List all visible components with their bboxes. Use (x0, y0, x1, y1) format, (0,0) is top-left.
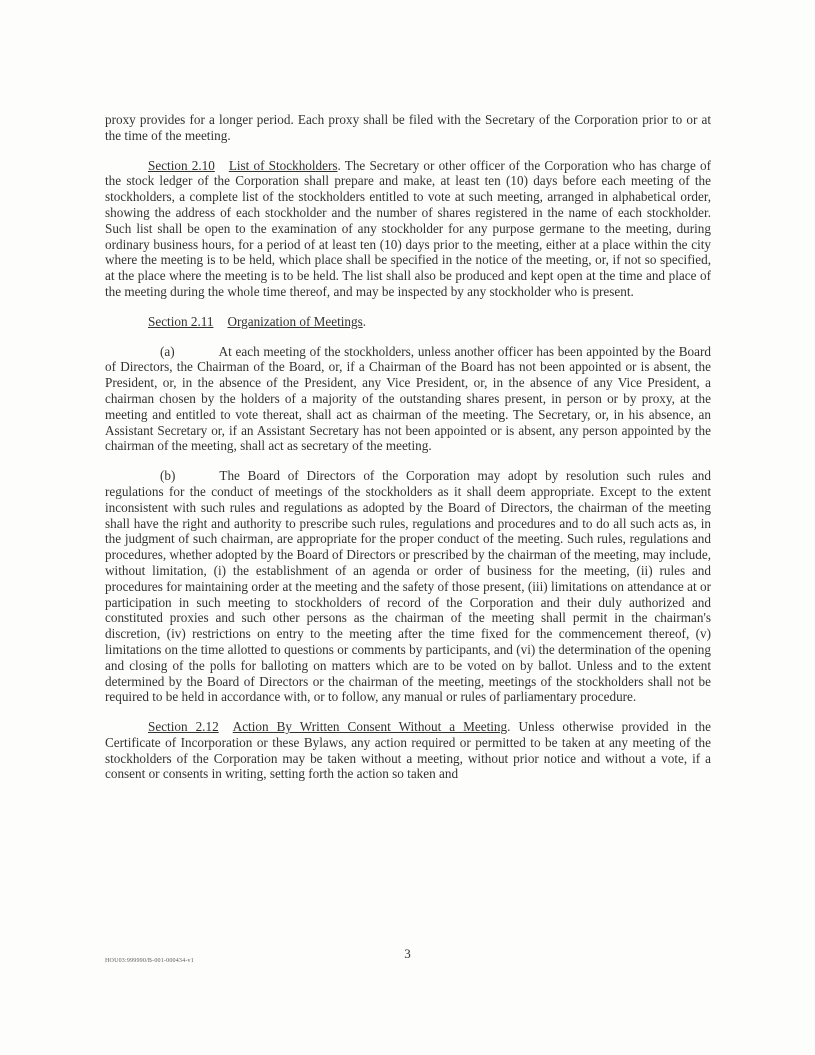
section-2-12-title: Action By Written Consent Without a Meeting (232, 719, 508, 735)
document-body (105, 112, 711, 796)
section-2-11-subsection-a (105, 344, 711, 455)
subsection-b-label: (b) (160, 468, 176, 484)
page-number: 3 (404, 946, 411, 961)
section-2-12-label: Section 2.12 (148, 719, 219, 735)
section-2-11-subsection-b (105, 468, 711, 705)
subsection-a-body: At each meeting of the stockholders, unless another officer has been appointed by the Board of Directors, the Chairman of the Board, or, if a Chairman of the Board has not been appointed or is absent, the President, or, in the absence of the President, any Vice President, or, in the absence of any Vice President, a chairman chosen by the holders of a majority of the outstanding shares present, in person or by proxy, at the meeting and entitled to vote thereat, shall act as chairman of the meeting. The Secretary, or, in his absence, an Assistant Secretary or, if an Assistant Secretary has not been appointed or is absent, any person appointed by the chairman of the meeting, shall act as secretary of the meeting. (105, 343, 711, 454)
section-2-11-title: Organization of Meetings (227, 313, 363, 329)
section-2-12-body: . Unless otherwise provided in the Certificate of Incorporation or these Bylaws, any action required or permitted to be taken at any meeting of the stockholders of the Corporation may be taken without a meeting, without prior notice and without a vote, if a consent or consents in writing, setting forth the action so taken and (105, 719, 711, 782)
section-2-12-paragraph (105, 719, 711, 782)
section-2-11-label: Section 2.11 (148, 313, 214, 329)
section-2-10-body: . The Secretary or other officer of the Corporation who has charge of the stock ledger of the Corporation shall prepare and make, at least ten (10) days before each meeting of the stockholders, a complete list of the stockholders entitled to vote at such meeting, arranged in alphabetical order, showing the address of each stockholder and the number of shares registered in the name of each stockholder. Such list shall be open to the examination of any stockholder for any purpose germane to the meeting, during ordinary business hours, for a period of at least ten (10) days prior to the meeting, either at a place within the city where the meeting is to be held, which place shall be specified in the notice of the meeting, or, if not so specified, at the place where the meeting is to be held. The list shall also be produced and kept open at the time and place of the meeting during the whole time thereof, and may be inspected by any stockholder who is present. (105, 157, 711, 299)
paragraph-proxy-continuation: proxy provides for a longer period. Each proxy shall be filed with the Secretary of the Corporation prior to or at the time of the meeting. (105, 112, 711, 143)
subsection-b-body: The Board of Directors of the Corporation may adopt by resolution such rules and regulations for the conduct of meetings of the stockholders as it shall deem appropriate. Except to the extent inconsistent with such rules and regulations as adopted by the Board of Directors, the chairman of the meeting shall have the right and authority to prescribe such rules, regulations and procedures and to do all such acts as, in the judgment of such chairman, are appropriate for the proper conduct of the meeting. Such rules, regulations and procedures, whether adopted by the Board of Directors or prescribed by the chairman of the meeting, may include, without limitation, (i) the establishment of an agenda or order of business for the meeting, (ii) rules and procedures for maintaining order at the meeting and the safety of those present, (iii) limitations on attendance at or participation in such meeting to stockholders of record of the Corporation and their duly authorized and constituted proxies and such other persons as the chairman of the meeting shall permit in the chairman's discretion, (iv) restrictions on entry to the meeting after the time fixed for the commencement thereof, (v) limitations on the time allotted to questions or comments by participants, and (vi) the determination of the opening and closing of the polls for balloting on matters which are to be voted on by ballot. Unless and to the extent determined by the Board of Directors or the chairman of the meeting, meetings of the stockholders shall not be required to be held in accordance with, or to follow, any manual or rules of parliamentary procedure. (105, 468, 711, 705)
section-2-10-title: List of Stockholders (228, 157, 338, 173)
section-2-10-paragraph (105, 158, 711, 300)
section-2-10-label: Section 2.10 (148, 157, 215, 173)
document-id-stamp: HOU03:999990/B-001-000434-v1 (105, 958, 194, 964)
section-2-11-period: . (362, 313, 367, 329)
section-2-11-heading (105, 314, 711, 330)
subsection-a-label: (a) (160, 343, 175, 359)
